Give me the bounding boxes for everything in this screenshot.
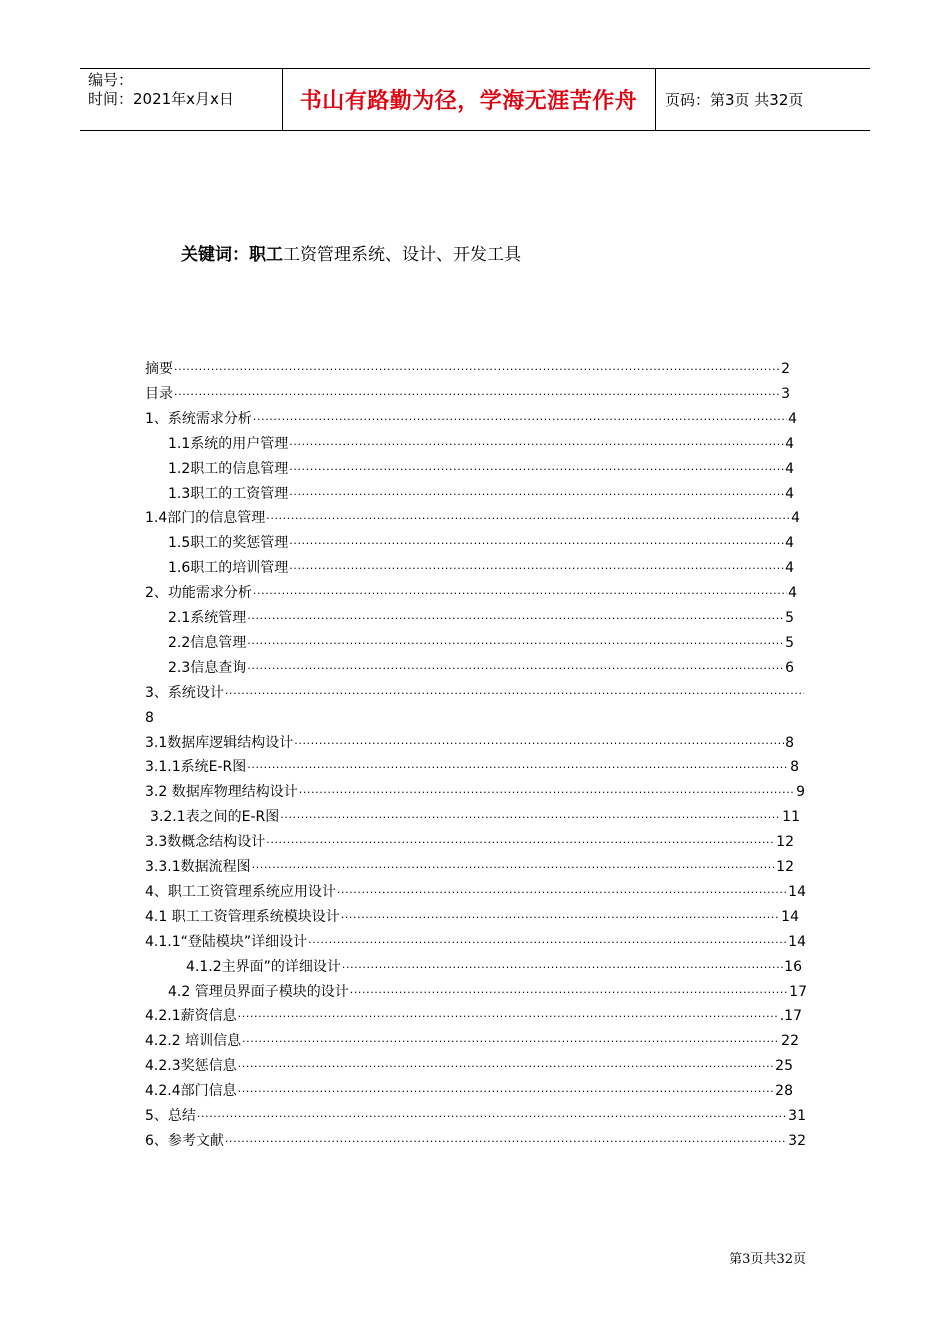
- toc-entry[interactable]: [145, 905, 799, 929]
- toc-entry-page: 3: [781, 385, 790, 402]
- toc-entry-title: 3.2.1表之间的E-R图: [150, 809, 280, 826]
- toc-entry-page: 12: [776, 834, 794, 851]
- toc-entry[interactable]: [145, 407, 797, 431]
- toc-leader-dots: [266, 507, 790, 531]
- toc-leader-dots: [308, 931, 787, 955]
- toc-entry-page: 4: [785, 435, 794, 452]
- toc-entry-page: 5: [785, 634, 794, 651]
- toc-entry-title: 2.2信息管理: [168, 634, 247, 651]
- toc-entry[interactable]: [168, 656, 794, 680]
- toc-leader-dots: [289, 483, 784, 507]
- toc-entry-page: 16: [784, 958, 802, 975]
- toc-entry-title: 1.5职工的奖惩管理: [168, 535, 289, 552]
- toc-entry-title: 3.1数据库逻辑结构设计: [145, 734, 294, 751]
- toc-entry-title: 3.2 数据库物理结构设计: [145, 784, 298, 801]
- toc-entry-title: 4.2.2 培训信息: [145, 1033, 242, 1050]
- toc-leader-dots: [247, 756, 789, 780]
- toc-entry[interactable]: [145, 1079, 793, 1103]
- toc-entry-page: 9: [796, 784, 805, 801]
- toc-entry-title: 4.1.1“登陆模块”详细设计: [145, 933, 308, 950]
- toc-entry-page: 4: [785, 535, 794, 552]
- toc-entry-title: 3.3数概念结构设计: [145, 834, 266, 851]
- toc-entry[interactable]: [145, 880, 806, 904]
- toc-entry-page: 32: [788, 1132, 806, 1149]
- toc-entry-page: 4: [785, 560, 794, 577]
- keywords-line: [181, 240, 521, 265]
- keywords-bold: 职工: [249, 245, 283, 265]
- toc-leader-dots: [247, 632, 784, 656]
- toc-leader-dots: [238, 1005, 779, 1029]
- toc-entry-page: 4: [785, 485, 794, 502]
- header-page-info: 页码：第3页 共32页: [665, 91, 804, 109]
- toc-leader-dots: [342, 956, 783, 980]
- toc-entry-title: 4.2.4部门信息: [145, 1083, 237, 1100]
- document-date: 时间：2021年x月x日: [88, 90, 234, 108]
- toc-entry-page: 14: [788, 883, 806, 900]
- toc-entry-page: 4: [791, 510, 800, 527]
- keywords-text: 工资管理系统、设计、开发工具: [283, 245, 521, 265]
- toc-entry-page: 14: [781, 908, 799, 925]
- keywords-label: 关键词：: [181, 245, 249, 265]
- toc-entry-page: 6: [785, 659, 794, 676]
- document-number-label: 编号：: [88, 71, 134, 89]
- toc-leader-dots: [225, 1130, 787, 1154]
- toc-entry-page: 8: [790, 759, 799, 776]
- toc-leader-dots: [294, 732, 784, 756]
- toc-entry-title: 3、系统设计: [145, 684, 224, 701]
- toc-entry-title: 2、功能需求分析: [145, 585, 252, 602]
- toc-entry-title: 目录: [145, 385, 173, 402]
- toc-leader-dots: [289, 433, 784, 457]
- toc-entry-page: .17: [779, 1008, 802, 1025]
- toc-entry[interactable]: [168, 482, 794, 506]
- toc-leader-dots: [341, 906, 780, 930]
- toc-entry-page: 4: [788, 410, 797, 427]
- toc-entry-title: 4.2.3奖惩信息: [145, 1058, 237, 1075]
- toc-leader-dots: [253, 408, 787, 432]
- header-motto: 书山有路勤为径，学海无涯苦作舟: [299, 89, 638, 114]
- toc-entry[interactable]: [145, 1054, 793, 1078]
- toc-entry[interactable]: [145, 1104, 806, 1128]
- toc-entry-page: 17: [789, 983, 807, 1000]
- toc-entry[interactable]: [145, 855, 794, 879]
- toc-entry[interactable]: [168, 457, 794, 481]
- toc-leader-dots: [174, 383, 780, 407]
- toc-entry[interactable]: [150, 805, 800, 829]
- toc-entry-title: 2.3信息查询: [168, 659, 247, 676]
- toc-leader-dots: [174, 358, 780, 382]
- toc-leader-dots: [225, 682, 804, 706]
- toc-entry-page: 28: [775, 1083, 793, 1100]
- toc-entry-page: 14: [788, 933, 806, 950]
- toc-entry-page: 31: [788, 1108, 806, 1124]
- toc-entry-title: 4.2.1薪资信息: [145, 1008, 237, 1025]
- toc-entry[interactable]: [186, 955, 802, 979]
- toc-leader-dots: [247, 657, 784, 681]
- toc-entry[interactable]: [145, 382, 790, 406]
- toc-leader-dots: [289, 458, 784, 482]
- toc-entry-title: 6、参考文献: [145, 1132, 224, 1149]
- toc-leader-dots: [242, 1030, 780, 1054]
- toc-entry[interactable]: [145, 506, 800, 530]
- toc-entry[interactable]: [168, 556, 794, 580]
- toc-leader-dots: [289, 532, 784, 556]
- toc-entry-page: 22: [781, 1033, 799, 1050]
- toc-entry-title: 2.1系统管理: [168, 610, 247, 626]
- toc-entry[interactable]: [145, 731, 794, 755]
- toc-leader-dots: [197, 1105, 787, 1129]
- header-divider: [655, 69, 656, 130]
- toc-entry-title: 8: [145, 709, 154, 726]
- toc-entry[interactable]: [145, 755, 799, 779]
- toc-entry[interactable]: [168, 531, 794, 555]
- toc-leader-dots: [238, 1055, 775, 1079]
- toc-entry-title: 1.6职工的培训管理: [168, 560, 289, 577]
- toc-entry-title: 1.1系统的用户管理: [168, 435, 289, 452]
- page-footer: 第3页共32页: [729, 1252, 806, 1267]
- toc-entry[interactable]: [168, 980, 807, 1004]
- toc-leader-dots: [350, 981, 788, 1005]
- header-meta: [88, 71, 234, 109]
- toc-entry-title: 3.1.1系统E-R图: [145, 759, 247, 776]
- toc-entry-page: 4: [788, 585, 797, 602]
- toc-leader-dots: [266, 831, 775, 855]
- toc-entry-page: 25: [775, 1058, 793, 1075]
- toc-leader-dots: [247, 607, 784, 631]
- toc-leader-dots: [299, 781, 795, 805]
- toc-entry-page: 12: [776, 859, 794, 875]
- toc-leader-dots: [253, 582, 787, 606]
- toc-entry-title: 1.3职工的工资管理: [168, 485, 289, 502]
- toc-leader-dots: [337, 881, 787, 905]
- toc-entry-page: 4: [785, 460, 794, 477]
- toc-entry[interactable]: [168, 432, 794, 456]
- toc-entry[interactable]: [145, 706, 160, 730]
- toc-entry[interactable]: [145, 357, 790, 381]
- toc-entry-page: 11: [782, 809, 800, 826]
- toc-leader-dots: [280, 806, 781, 830]
- toc-leader-dots: [289, 557, 784, 581]
- toc-entry-title: 3.3.1数据流程图: [145, 859, 251, 875]
- toc-entry[interactable]: [145, 1129, 806, 1153]
- toc-entry-title: 1、系统需求分析: [145, 410, 252, 427]
- toc-entry-title: 1.2职工的信息管理: [168, 460, 289, 477]
- toc-entry[interactable]: [145, 681, 805, 705]
- toc-entry[interactable]: [145, 830, 794, 854]
- toc-entry[interactable]: [145, 1004, 802, 1028]
- toc-entry-title: 5、总结: [145, 1108, 196, 1124]
- toc-entry-title: 4.1 职工工资管理系统模块设计: [145, 908, 340, 925]
- toc-entry[interactable]: [145, 930, 806, 954]
- toc-entry-title: 4、职工工资管理系统应用设计: [145, 883, 336, 900]
- toc-leader-dots: [252, 856, 776, 880]
- toc-entry-title: 4.1.2主界面”的详细设计: [186, 958, 341, 975]
- toc-entry[interactable]: [168, 631, 794, 655]
- toc-entry-title: 摘要: [145, 361, 173, 377]
- toc-leader-dots: [238, 1080, 775, 1104]
- toc-entry-title: 1.4部门的信息管理: [145, 510, 266, 527]
- toc-entry[interactable]: [145, 581, 797, 605]
- toc-entry[interactable]: [168, 606, 794, 630]
- toc-entry-page: 5: [785, 610, 794, 626]
- toc-entry-page: 8: [785, 734, 794, 751]
- page-header: [80, 68, 870, 131]
- toc-entry[interactable]: [145, 1029, 799, 1053]
- toc-entry[interactable]: [145, 780, 805, 804]
- toc-entry-page: 2: [781, 361, 790, 377]
- toc-entry-title: 4.2 管理员界面子模块的设计: [168, 983, 349, 1000]
